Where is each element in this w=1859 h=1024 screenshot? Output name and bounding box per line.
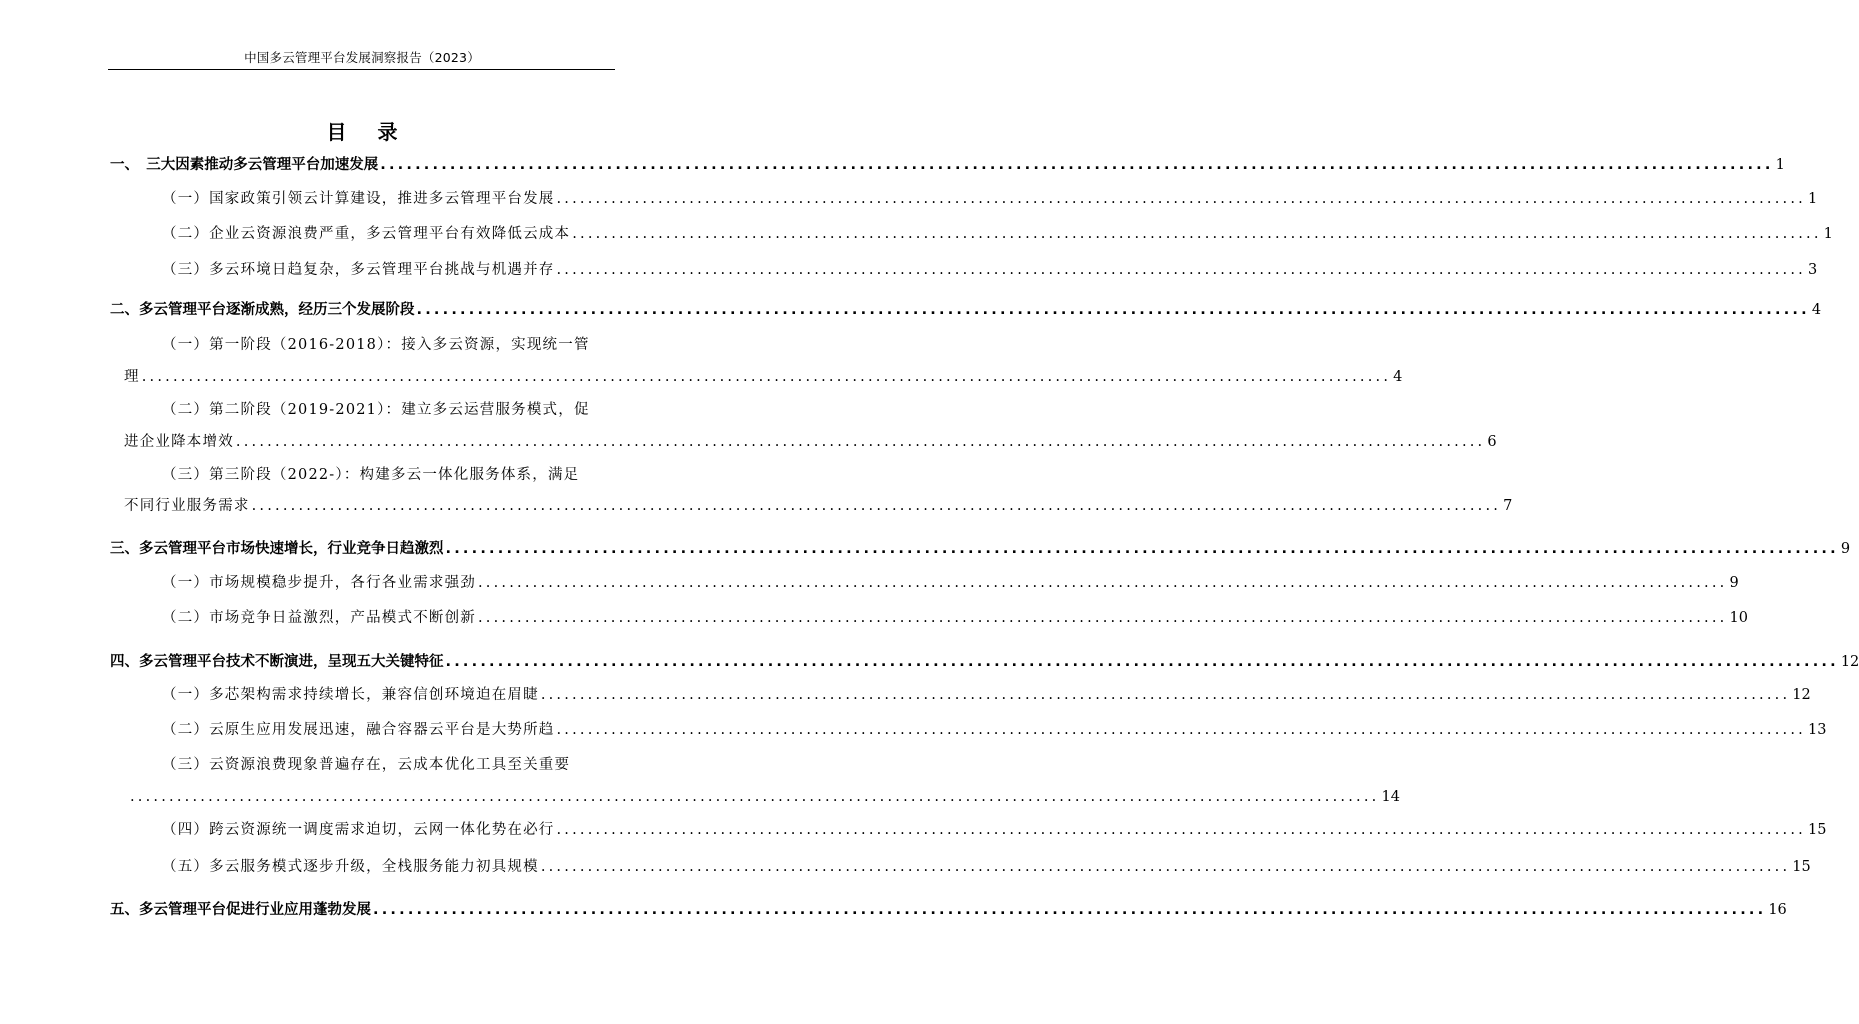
dot-leader: ................................................................................................................................................................ — [445, 541, 1839, 557]
dot-leader: ................................................................................................................................................................ — [572, 226, 1822, 242]
toc-entry-3-1[interactable] — [162, 572, 1739, 594]
toc-page-number: 16 — [1768, 902, 1787, 918]
dot-leader: ................................................................................................................................................................ — [540, 859, 1791, 875]
dot-leader: ................................................................................................................................................................ — [235, 434, 1486, 450]
toc-entry-text: （三）第三阶段（2022-）：构建多云一体化服务体系，满足 — [162, 467, 580, 483]
dot-leader: ................................................................................................................................................................ — [556, 822, 1806, 838]
toc-page-number: 9 — [1729, 575, 1739, 591]
dot-leader: ................................................................................................................................................................ — [416, 302, 1810, 318]
dot-leader: ................................................................................................................................................................ — [540, 687, 1791, 703]
toc-entry-3-2[interactable] — [162, 607, 1748, 629]
toc-entry-text: （二）云原生应用发展迅速，融合容器云平台是大势所趋 — [162, 722, 555, 738]
toc-page-number: 1 — [1807, 191, 1818, 207]
toc-entry-2-3-line2[interactable] — [124, 495, 1513, 517]
toc-page-number: 9 — [1840, 541, 1851, 557]
toc-entry-2-3-line1[interactable] — [162, 464, 614, 486]
toc-page-number: 4 — [1393, 369, 1403, 385]
toc-entry-text: （一）多芯架构需求持续增长，兼容信创环境迫在眉睫 — [162, 687, 539, 703]
toc-entry-section-3[interactable] — [110, 538, 1851, 560]
toc-entry-text: 四、多云管理平台技术不断演进，呈现五大关键特征 — [110, 654, 444, 670]
toc-entry-text: （三）多云环境日趋复杂，多云管理平台挑战与机遇并存 — [162, 262, 555, 278]
toc-entry-4-2[interactable] — [162, 719, 1827, 741]
dot-leader: ................................................................................................................................................................ — [251, 498, 1502, 514]
toc-page-number: 15 — [1792, 859, 1811, 875]
toc-page-number: 4 — [1811, 302, 1822, 318]
toc-entry-text: （三）云资源浪费现象普遍存在，云成本优化工具至关重要 — [162, 757, 571, 773]
toc-entry-section-2[interactable] — [110, 299, 1822, 321]
toc-entry-text: 理 — [124, 369, 140, 385]
toc-entry-text: （一）第一阶段（2016-2018）：接入多云资源，实现统一管 — [162, 337, 590, 353]
toc-page-number: 14 — [1381, 789, 1400, 805]
toc-entry-text: 进企业降本增效 — [124, 434, 234, 450]
toc-entry-section-5[interactable] — [110, 899, 1787, 921]
dot-leader: ................................................................................................................................................................ — [445, 654, 1839, 670]
dot-leader: ................................................................................................................................................................ — [556, 262, 1806, 278]
toc-entry-text: （四）跨云资源统一调度需求迫切，云网一体化势在必行 — [162, 822, 555, 838]
header-divider — [108, 69, 615, 70]
toc-page-number: 1 — [1775, 157, 1785, 173]
toc-entry-section-1[interactable] — [110, 154, 1785, 176]
toc-entry-2-2-line1[interactable] — [162, 399, 614, 421]
toc-entry-text: 不同行业服务需求 — [124, 498, 250, 514]
toc-page-number: 10 — [1729, 610, 1748, 626]
toc-entry-text: （一）国家政策引领云计算建设，推进多云管理平台发展 — [162, 191, 555, 207]
toc-entry-text: （二）第二阶段（2019-2021）：建立多云运营服务模式，促 — [162, 402, 590, 418]
toc-entry-text: 三、多云管理平台市场快速增长，行业竞争日趋激烈 — [110, 541, 444, 557]
dot-leader: ................................................................................................................................................................ — [478, 610, 1728, 626]
toc-entry-2-1-line2[interactable] — [124, 366, 1403, 388]
toc-page-number: 6 — [1487, 434, 1497, 450]
toc-entry-2-1-line1[interactable] — [162, 334, 614, 356]
toc-page-number: 7 — [1503, 498, 1513, 514]
toc-page-number: 13 — [1807, 722, 1827, 738]
toc-entry-4-3-line1[interactable] — [162, 754, 614, 776]
dot-leader: ................................................................................................................................................................ — [478, 575, 1728, 591]
toc-title: 目 录 — [326, 120, 410, 144]
toc-entry-text: （五）多云服务模式逐步升级，全栈服务能力初具规模 — [162, 859, 539, 875]
toc-entry-1-2[interactable] — [162, 223, 1833, 245]
dot-leader: ................................................................................................................................................................ — [380, 157, 1774, 173]
toc-entry-text: （二）企业云资源浪费严重，多云管理平台有效降低云成本 — [162, 226, 571, 242]
dot-leader: ................................................................................................................................................................ — [556, 722, 1806, 738]
toc-entry-1-1[interactable] — [162, 188, 1818, 210]
toc-entry-text: 二、多云管理平台逐渐成熟，经历三个发展阶段 — [110, 302, 415, 318]
toc-page-number: 12 — [1840, 654, 1859, 670]
toc-page-number: 1 — [1823, 226, 1833, 242]
toc-page-number: 12 — [1792, 687, 1811, 703]
toc-entry-4-1[interactable] — [162, 684, 1811, 706]
toc-entry-4-4[interactable] — [162, 819, 1827, 841]
toc-entry-4-3-line2[interactable] — [128, 786, 1400, 808]
dot-leader: ................................................................................................................................................................ — [141, 369, 1392, 385]
toc-entry-1-3[interactable] — [162, 259, 1818, 281]
toc-entry-section-4[interactable] — [110, 651, 1859, 673]
toc-page-number: 3 — [1807, 262, 1818, 278]
toc-entry-text: （二）市场竞争日益激烈，产品模式不断创新 — [162, 610, 476, 626]
toc-entry-4-5[interactable] — [162, 856, 1811, 878]
toc-entry-text: 一、 三大因素推动多云管理平台加速发展 — [110, 157, 379, 173]
dot-leader: ................................................................................................................................................................ — [130, 789, 1380, 805]
toc-entry-2-2-line2[interactable] — [124, 431, 1497, 453]
toc-entry-text: 五、多云管理平台促进行业应用蓬勃发展 — [110, 902, 371, 918]
toc-page-number: 15 — [1807, 822, 1827, 838]
running-header: 中国多云管理平台发展洞察报告（2023） — [244, 50, 480, 65]
dot-leader: ................................................................................................................................................................ — [373, 902, 1767, 918]
dot-leader: ................................................................................................................................................................ — [556, 191, 1806, 207]
toc-entry-text: （一）市场规模稳步提升，各行各业需求强劲 — [162, 575, 476, 591]
